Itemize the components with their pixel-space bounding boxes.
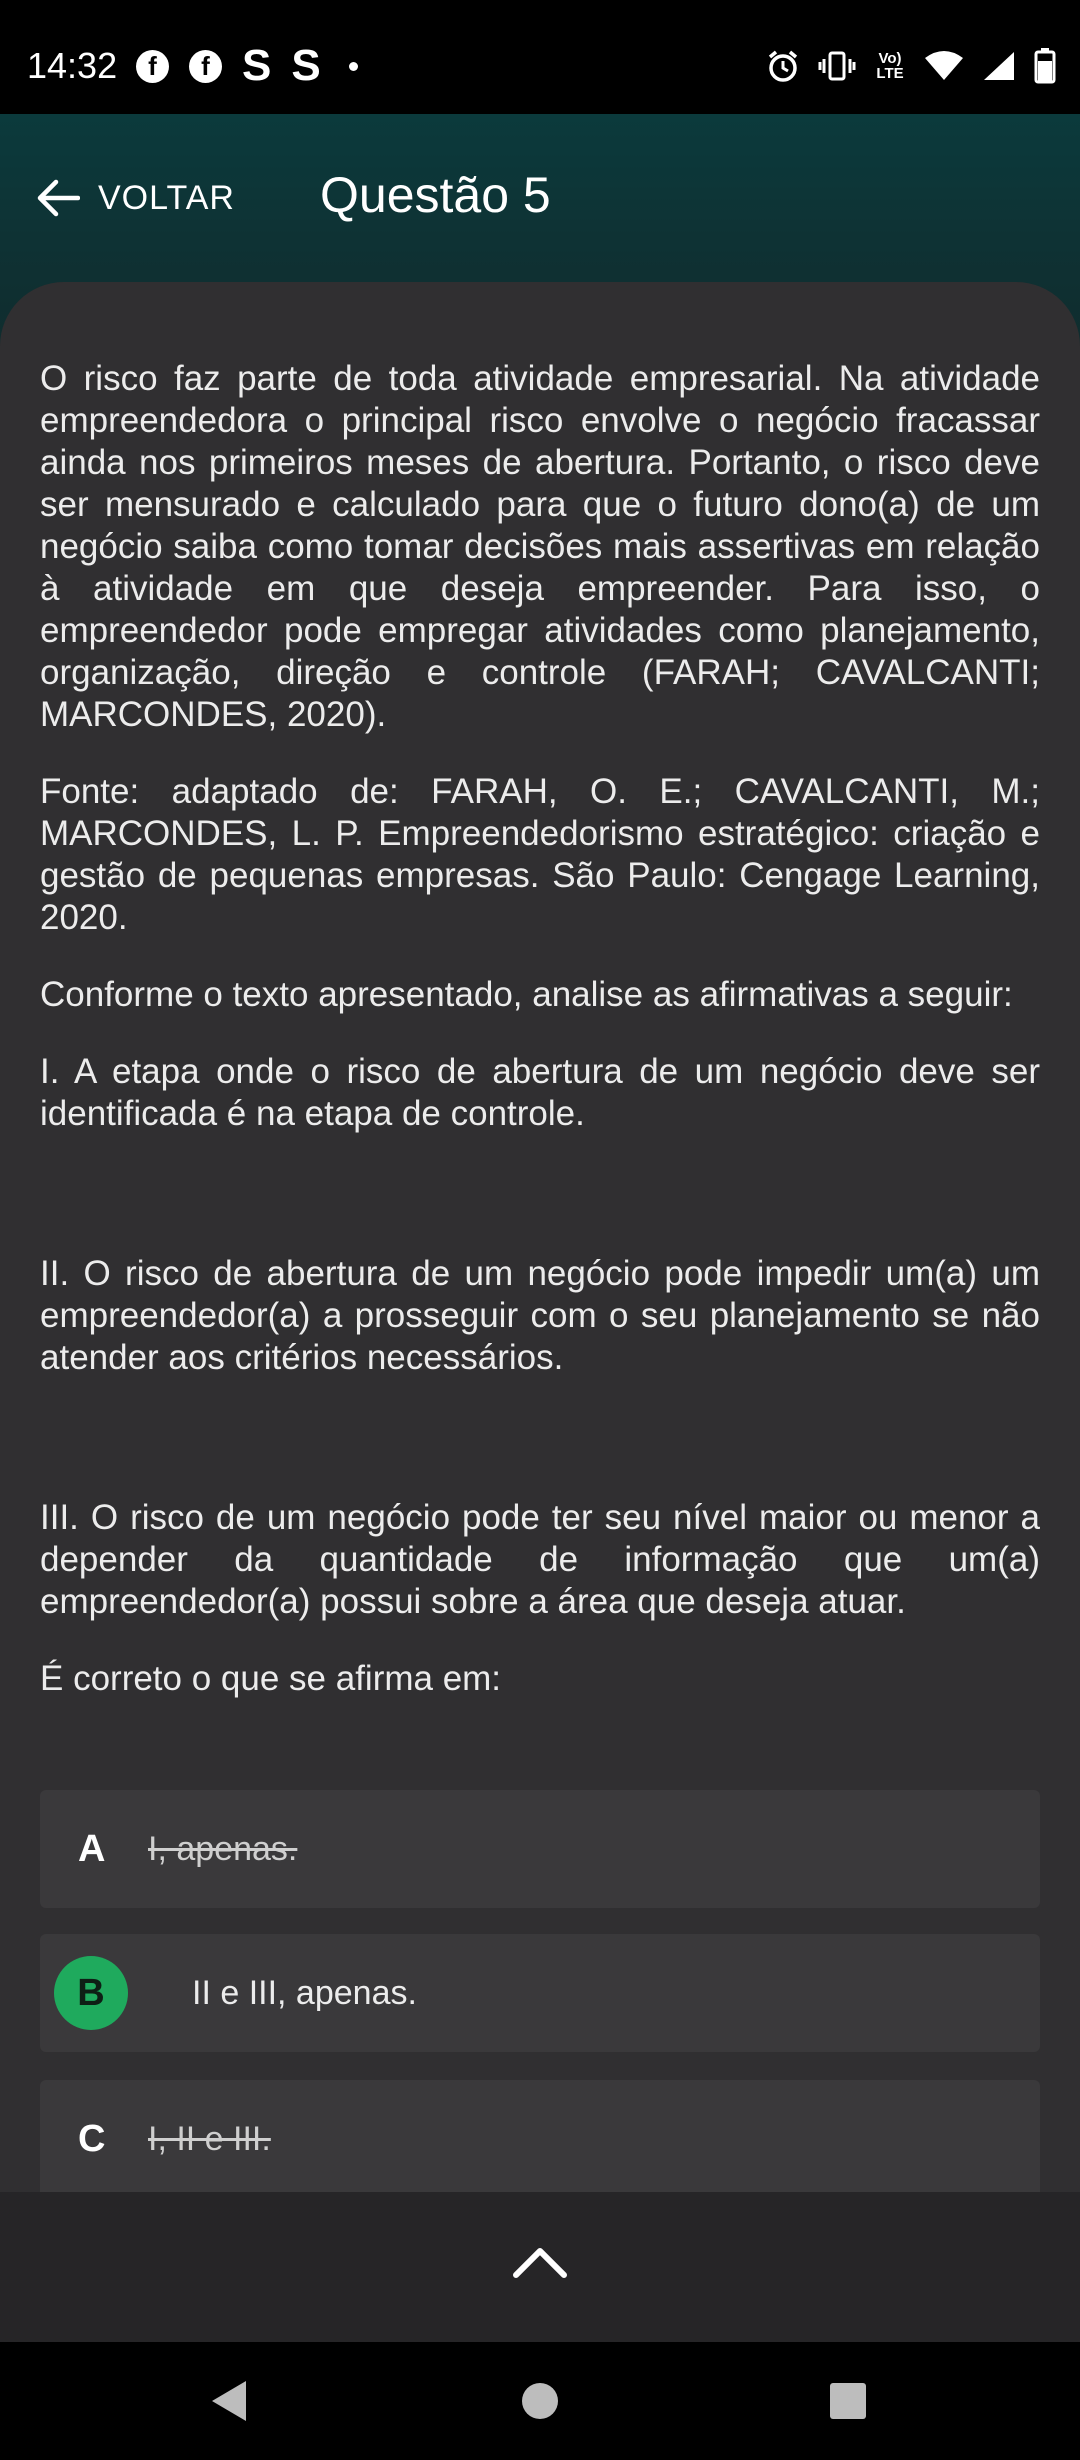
system-nav-bar [0, 2342, 1080, 2460]
facebook-icon: f [136, 50, 169, 83]
arrow-left-icon [36, 178, 80, 218]
option-text: I, II e III. [148, 2120, 271, 2158]
statement-i: I. A etapa onde o risco de abertura de um negócio deve ser identificada é na etapa de controle. [40, 1052, 1040, 1133]
option-text: II e III, apenas. [192, 1974, 417, 2012]
s-app-icon: S [242, 41, 272, 90]
question-context: O risco faz parte de toda atividade empresarial. Na atividade empreendedora o principal risco envolve o negócio fracassar ainda nos primeiros meses de abertura. Portanto, o risco deve ser mensurado e calculado para que o futuro dono(a) de um negócio saiba como tomar decisões mais assertivas em relação à atividade em que deseja empreender. Para isso, o empreendedor pode empregar atividades como planejamento, organização, direção e controle (FARAH; CAVALCANTI; MARCONDES, 2020). [40, 359, 1040, 734]
status-time: 14:32 [27, 45, 118, 86]
home-circle-icon [520, 2381, 560, 2421]
signal-icon [982, 50, 1016, 82]
alarm-icon [766, 49, 800, 83]
selected-option-badge: B [54, 1956, 128, 2030]
question-body [40, 358, 1040, 1700]
volte-icon: Vo) LTE [876, 50, 904, 82]
page-title: Questão 5 [320, 167, 551, 223]
facebook-icon: f [189, 50, 222, 83]
question-prompt: É correto o que se afirma em: [40, 1659, 502, 1698]
nav-recents-button[interactable] [798, 2342, 898, 2460]
option-a[interactable] [40, 1790, 1040, 1908]
expand-button[interactable] [500, 2222, 580, 2302]
s-app-icon: S [291, 41, 321, 90]
recents-square-icon [829, 2382, 867, 2420]
back-label: VOLTAR [98, 178, 235, 217]
nav-home-button[interactable] [490, 2342, 590, 2460]
back-triangle-icon [208, 2379, 248, 2423]
option-letter: C [78, 2118, 106, 2160]
status-bar [0, 0, 1080, 114]
statement-ii: II. O risco de abertura de um negócio pode impedir um(a) um empreendedor(a) a prosseguir com o seu planejamento se não atender aos critérios necessários. [40, 1254, 1040, 1377]
wifi-icon [924, 50, 964, 82]
question-card[interactable] [0, 282, 1080, 2192]
notification-dot-icon [349, 62, 358, 71]
battery-icon [1034, 48, 1056, 84]
question-instruction: Conforme o texto apresentado, analise as afirmativas a seguir: [40, 975, 1013, 1014]
option-text: I, apenas. [148, 1830, 298, 1868]
system-icons [766, 46, 1056, 86]
nav-back-button[interactable] [178, 2342, 278, 2460]
question-source: Fonte: adaptado de: FARAH, O. E.; CAVALCANTI, M.; MARCONDES, L. P. Empreendedorismo estratégico: criação e gestão de pequenas empresas. São Paulo: Cengage Learning, 2020. [40, 772, 1040, 937]
bottom-sheet-bar [0, 2192, 1080, 2342]
chevron-up-icon [512, 2245, 568, 2279]
option-letter: A [78, 1828, 106, 1870]
option-c[interactable] [40, 2080, 1040, 2192]
notification-icons [136, 41, 358, 90]
option-b[interactable] [40, 1934, 1040, 2052]
statement-iii: III. O risco de um negócio pode ter seu nível maior ou menor a depender da quantidade de informação que um(a) empreendedor(a) possui sobre a área que deseja atuar. [40, 1498, 1040, 1621]
back-button[interactable] [36, 166, 235, 230]
vibrate-icon [818, 49, 856, 83]
